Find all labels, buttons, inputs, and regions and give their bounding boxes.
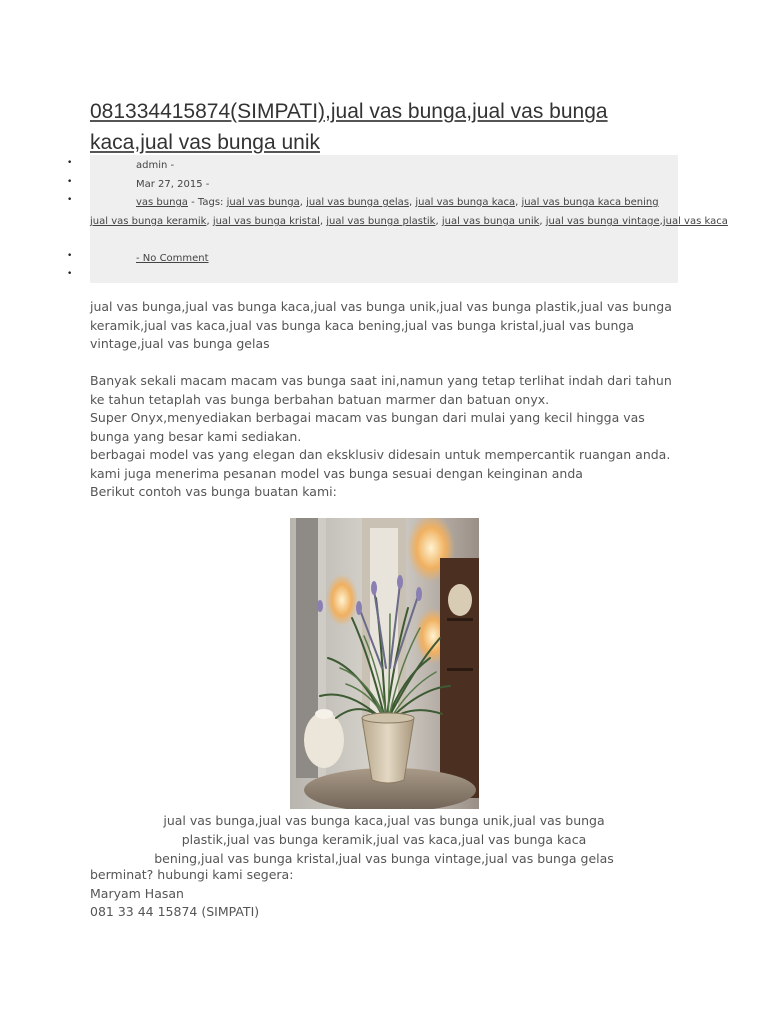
- tag-link[interactable]: jual vas bunga vintage: [545, 216, 660, 227]
- tags-prefix: - Tags:: [187, 197, 227, 208]
- contact-paragraph: [90, 866, 690, 922]
- tag-link[interactable]: jual vas bunga gelas: [306, 197, 410, 208]
- tag-link[interactable]: jual vas bunga kaca bening: [521, 197, 659, 208]
- post-title-line-1[interactable]: 081334415874(SIMPATI),jual vas bunga,jual vas bunga: [90, 100, 608, 123]
- tag-link[interactable]: jual vas bunga plastik: [326, 216, 436, 227]
- list-bullet: •: [67, 158, 73, 168]
- text-line: keramik,jual vas kaca,jual vas bunga kaca bening,jual vas bunga kristal,jual vas bunga: [90, 317, 634, 333]
- category-link[interactable]: vas bunga: [136, 197, 188, 208]
- tag-separator: ,: [435, 216, 442, 227]
- photo-caption: [90, 811, 678, 868]
- caption-line: plastik,jual vas bunga keramik,jual vas kaca,jual vas bunga kaca: [181, 832, 587, 847]
- text-line: berbagai model vas yang elegan dan eksklusiv didesain untuk mempercantik ruangan anda.: [90, 447, 671, 462]
- tag-separator: ,: [409, 197, 416, 208]
- comment-link[interactable]: - No Comment: [136, 253, 209, 264]
- tag-link[interactable]: jual vas bunga kaca: [415, 197, 516, 208]
- tag-separator: ,: [206, 216, 213, 227]
- contact-name: Maryam Hasan: [90, 885, 184, 901]
- tag-link[interactable]: jual vas bunga: [226, 197, 300, 208]
- tag-link[interactable]: jual vas bunga unik: [441, 216, 540, 227]
- post-title-line-2[interactable]: kaca,jual vas bunga unik: [90, 131, 320, 154]
- text-line: jual vas bunga,jual vas bunga kaca,jual vas bunga unik,jual vas bunga plastik,jual vas bunga: [90, 299, 672, 314]
- list-bullet: •: [67, 269, 73, 279]
- text-line: kami juga menerima pesanan model vas bunga sesuai dengan keinginan anda: [90, 465, 583, 481]
- text-line: ke tahun tetaplah vas bunga berbahan batuan marmer dan batuan onyx.: [90, 391, 550, 407]
- tag-separator: ,: [299, 197, 307, 208]
- vase-photo: [290, 518, 479, 809]
- post-date: Mar 27, 2015 -: [136, 179, 210, 190]
- text-line: Berikut contoh vas bunga buatan kami:: [90, 484, 337, 499]
- caption-line: jual vas bunga,jual vas bunga kaca,jual vas bunga unik,jual vas bunga: [163, 813, 605, 828]
- text-line: bunga yang besar kami sediakan.: [90, 428, 302, 444]
- text-line: Super Onyx,menyediakan berbagai macam vas bungan dari mulai yang kecil hingga vas: [90, 410, 645, 425]
- tag-separator: ,: [539, 216, 546, 227]
- contact-phone: 081 33 44 15874 (SIMPATI): [90, 904, 260, 919]
- tag-link[interactable]: jual vas bunga kristal: [212, 216, 320, 227]
- post-author: admin -: [136, 160, 175, 171]
- post-title[interactable]: [90, 96, 710, 158]
- tag-separator: ,: [659, 216, 663, 227]
- text-line: vintage,jual vas bunga gelas: [90, 336, 270, 351]
- list-bullet: •: [67, 195, 73, 205]
- text-line: Banyak sekali macam macam vas bunga saat ini,namun yang tetap terlihat indah dari tahun: [90, 373, 672, 388]
- comment-link-wrap: [136, 253, 209, 264]
- post-tags-line-2: [90, 216, 728, 227]
- list-bullet: •: [67, 251, 73, 261]
- vase-photo-illustration: [290, 518, 479, 809]
- body-paragraph: [90, 372, 690, 502]
- intro-paragraph: [90, 298, 690, 354]
- post-tags-line-1: [136, 197, 659, 208]
- list-bullet: •: [67, 177, 73, 187]
- tag-separator: ,: [319, 216, 327, 227]
- post-meta-box: [90, 155, 728, 283]
- contact-prompt: berminat? hubungi kami segera:: [90, 867, 294, 882]
- tag-separator: ,: [515, 197, 522, 208]
- tag-link[interactable]: jual vas bunga keramik: [90, 216, 207, 227]
- tag-link[interactable]: jual vas kaca: [662, 216, 728, 227]
- caption-line: bening,jual vas bunga kristal,jual vas bunga vintage,jual vas bunga gelas: [154, 851, 614, 866]
